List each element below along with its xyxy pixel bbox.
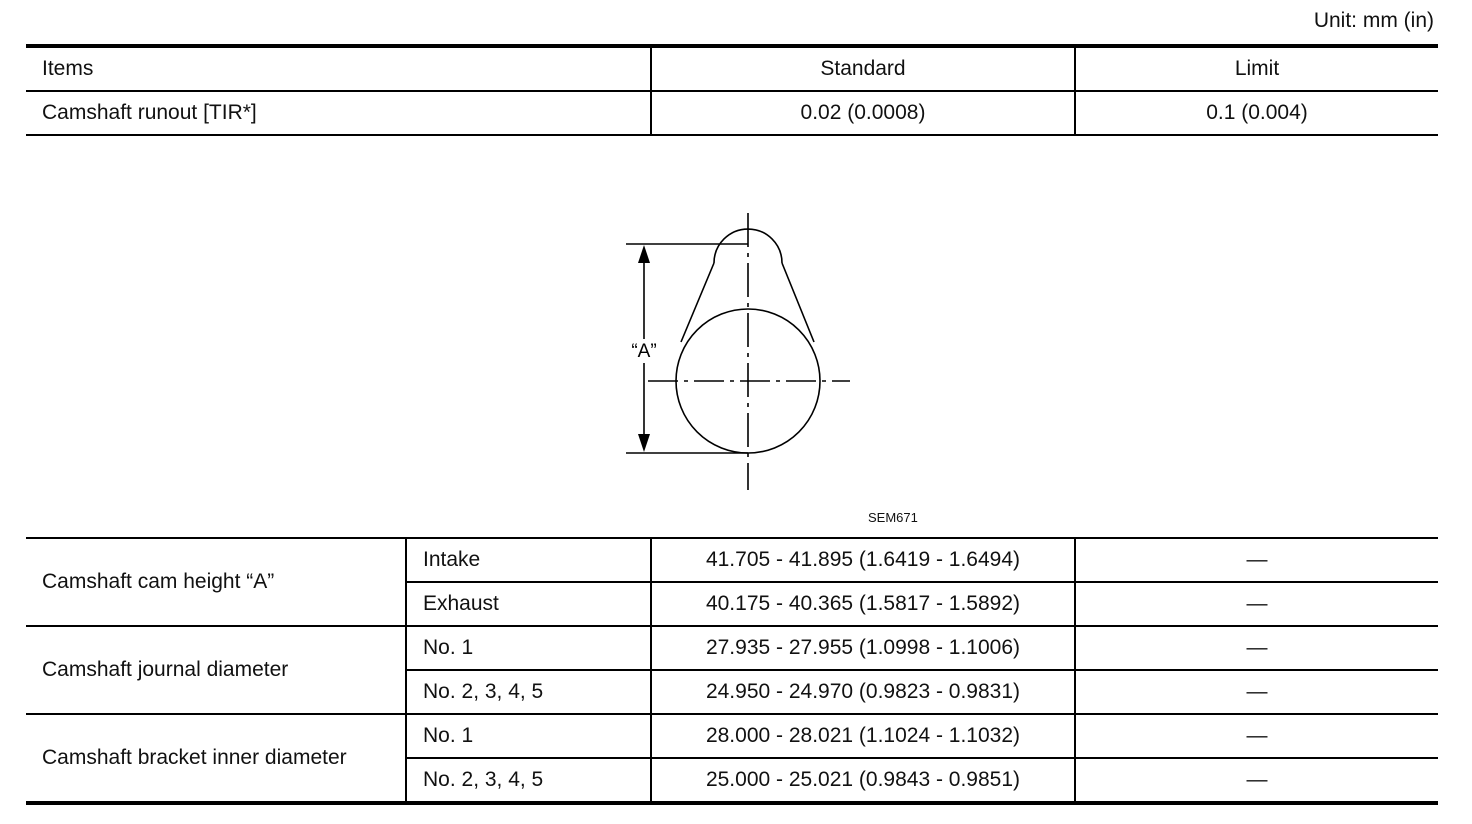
spec-item-journal-diameter: Camshaft journal diameter — [26, 626, 406, 714]
spec-sub: No. 2, 3, 4, 5 — [406, 758, 651, 803]
cam-lobe-diagram — [600, 205, 930, 535]
arrow-down-head — [638, 434, 650, 452]
runout-standard: 0.02 (0.0008) — [651, 91, 1075, 135]
spec-standard: 27.935 - 27.955 (1.0998 - 1.1006) — [651, 626, 1075, 670]
spec-standard: 41.705 - 41.895 (1.6419 - 1.6494) — [651, 538, 1075, 582]
spec-item-bracket-inner-diameter: Camshaft bracket inner diameter — [26, 714, 406, 803]
table-row — [26, 91, 1438, 135]
spec-sub: No. 1 — [406, 714, 651, 758]
spec-sub: Exhaust — [406, 582, 651, 626]
header-standard: Standard — [651, 46, 1075, 91]
spec-sub: No. 1 — [406, 626, 651, 670]
runout-limit: 0.1 (0.004) — [1075, 91, 1438, 135]
header-items: Items — [26, 46, 651, 91]
spec-sub: No. 2, 3, 4, 5 — [406, 670, 651, 714]
spec-standard: 25.000 - 25.021 (0.9843 - 0.9851) — [651, 758, 1075, 803]
camshaft-spec-table — [26, 537, 1438, 805]
spec-limit: — — [1075, 670, 1438, 714]
spec-limit: — — [1075, 538, 1438, 582]
spec-standard: 28.000 - 28.021 (1.1024 - 1.1032) — [651, 714, 1075, 758]
spec-sub: Intake — [406, 538, 651, 582]
table-row — [26, 714, 1438, 758]
dimension-label-a: “A” — [631, 341, 657, 362]
runout-table — [26, 44, 1438, 136]
arrow-up-head — [638, 245, 650, 263]
spec-item-cam-height: Camshaft cam height “A” — [26, 538, 406, 626]
runout-item: Camshaft runout [TIR*] — [26, 91, 651, 135]
spec-limit: — — [1075, 714, 1438, 758]
spec-standard: 24.950 - 24.970 (0.9823 - 0.9831) — [651, 670, 1075, 714]
table-row — [26, 538, 1438, 582]
spec-limit: — — [1075, 582, 1438, 626]
table-row — [26, 626, 1438, 670]
figure-code: SEM671 — [868, 510, 918, 525]
spec-limit: — — [1075, 758, 1438, 803]
spec-standard: 40.175 - 40.365 (1.5817 - 1.5892) — [651, 582, 1075, 626]
table-header-row — [26, 46, 1438, 91]
header-limit: Limit — [1075, 46, 1438, 91]
unit-label: Unit: mm (in) — [1313, 9, 1434, 32]
spec-limit: — — [1075, 626, 1438, 670]
